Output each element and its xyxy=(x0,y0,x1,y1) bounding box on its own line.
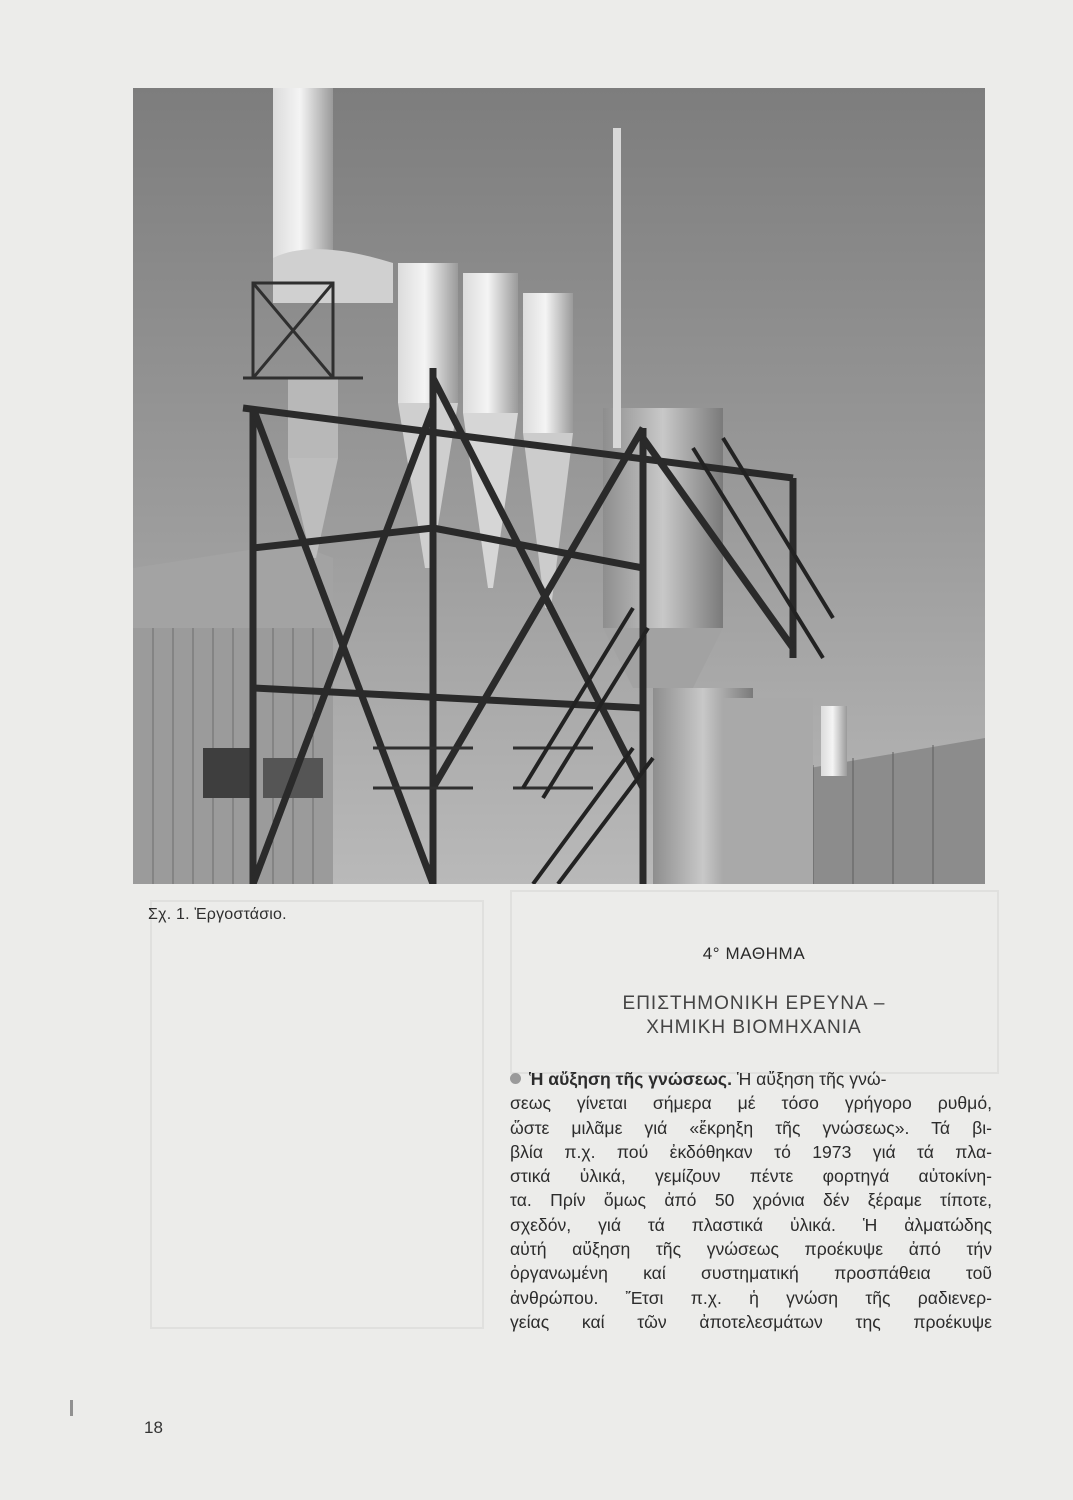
body-line-1 xyxy=(510,1067,992,1091)
vent-pipe xyxy=(613,128,621,448)
page-number: 18 xyxy=(144,1418,163,1437)
bleed-through-left xyxy=(150,900,484,1329)
bleed-through-right xyxy=(510,890,999,1074)
section-body xyxy=(510,1067,992,1334)
paper-speck xyxy=(70,1400,73,1416)
chapter-title xyxy=(513,992,995,1040)
chapter-title-line-1: ΕΠΙΣΤΗΜΟΝΙΚΗ ΕΡΕΥΝΑ – xyxy=(622,993,886,1014)
chapter-title-line-2: ΧΗΜΙΚΗ ΒΙΟΜΗΧΑΝΙΑ xyxy=(646,1017,862,1038)
body-line-8: αὐτή αὔξηση τῆς γνώσεως προέκυψε ἀπό τήν xyxy=(510,1239,992,1260)
body-line-7: σχεδόν, γιά τά πλαστικά ὑλικά. Ἡ ἀλματώδης xyxy=(510,1214,992,1235)
body-line-10: ἀνθρώπου. Ἔτσι π.χ. ἡ γνώση τῆς ραδιενερ- xyxy=(510,1287,992,1308)
building-left xyxy=(133,543,333,884)
lesson-number: 4° ΜΑΘΗΜΑ xyxy=(702,944,806,963)
body-line-5: στικά ὑλικά, γεμίζουν πέντε φορτηγά αὐτοκίνη- xyxy=(510,1166,992,1187)
body-line-1-text: Ἡ αὔξηση τῆς γνώ- xyxy=(731,1069,887,1089)
bullet-icon xyxy=(510,1073,521,1084)
body-line-4: βλία π.χ. πού ἐκδόθηκαν τό 1973 γιά τά πλα- xyxy=(510,1141,992,1162)
body-line-3: ὥστε μιλᾶμε γιά «ἔκρηξη τῆς γνώσεως». Τά βι- xyxy=(510,1117,992,1138)
body-line-9: ὀργανωμένη καί συστηματική προσπάθεια τοῦ xyxy=(510,1263,992,1284)
body-line-11: γείας καί τῶν ἀποτελεσμάτων της προέκυψε xyxy=(510,1311,992,1332)
section-lead-in: Ἡ αὔξηση τῆς γνώσεως. xyxy=(529,1069,732,1089)
factory-illustration xyxy=(133,88,985,884)
body-line-6: τα. Πρίν ὅμως ἀπό 50 χρόνια δέν ξέραμε τίποτε, xyxy=(510,1190,992,1211)
figure-caption: Σχ. 1. Ἐργοστάσιο. xyxy=(148,906,287,923)
body-line-2: σεως γίνεται σήμερα μέ τόσο γρήγορο ρυθμό, xyxy=(510,1093,992,1114)
